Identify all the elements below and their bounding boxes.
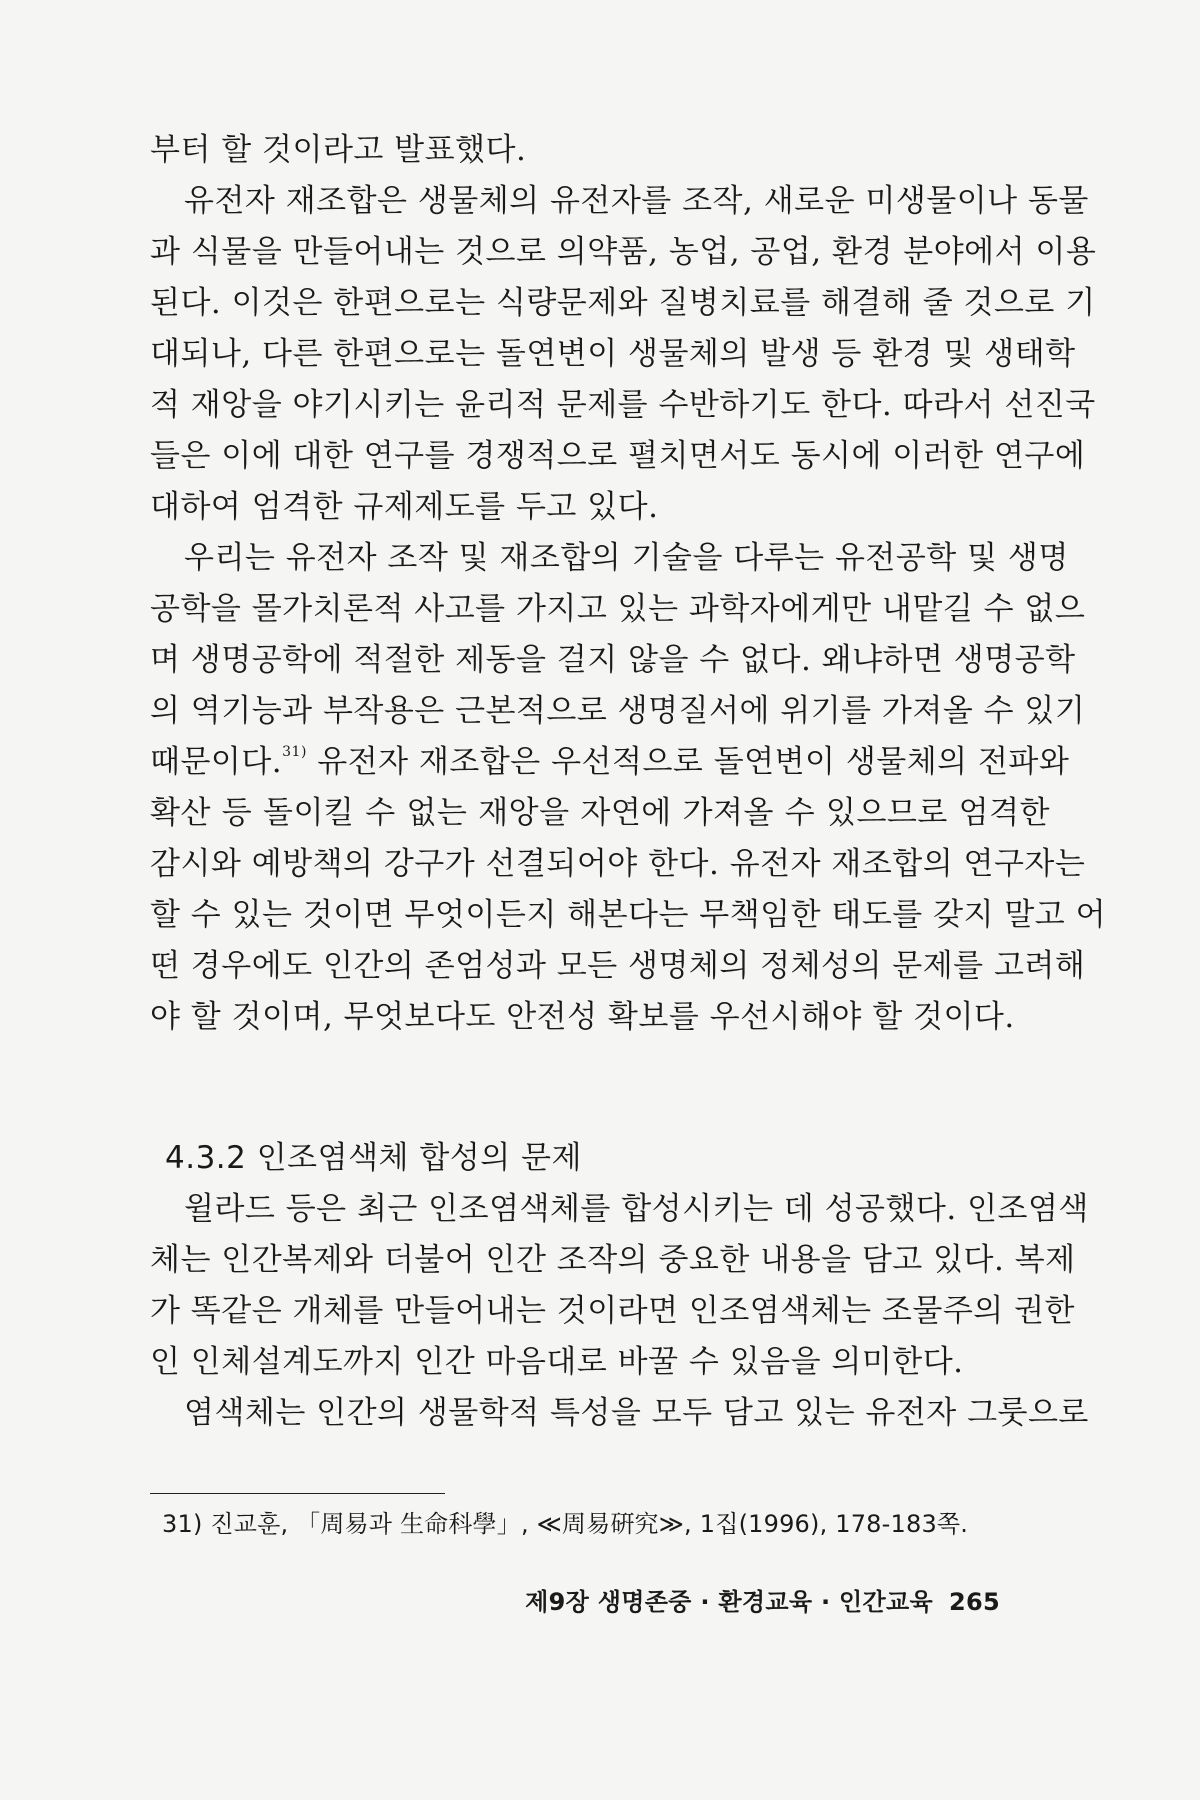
footnote-divider [150, 1493, 445, 1494]
footnote-reference: 31) [282, 744, 307, 760]
text-line: 우리는 유전자 조작 및 재조합의 기술을 다루는 유전공학 및 생명 [184, 540, 1069, 576]
text-line: 부터 할 것이라고 발표했다. [150, 132, 527, 168]
text-fragment: 때문이다. [150, 744, 283, 780]
text-line: 대되나, 다른 한편으로는 돌연변이 생물체의 발생 등 환경 및 생태학 [150, 336, 1076, 372]
text-line: 윌라드 등은 최근 인조염색체를 합성시키는 데 성공했다. 인조염색 [184, 1191, 1089, 1227]
page-number: 265 [949, 1588, 1000, 1616]
text-line: 적 재앙을 야기시키는 윤리적 문제를 수반하기도 한다. 따라서 선진국 [150, 387, 1096, 423]
text-line: 유전자 재조합은 생물체의 유전자를 조작, 새로운 미생물이나 동물 [184, 183, 1089, 219]
text-line: 된다. 이것은 한편으로는 식량문제와 질병치료를 해결해 줄 것으로 기 [150, 285, 1096, 321]
text-line-with-footnote [150, 737, 1070, 788]
text-line: 과 식물을 만들어내는 것으로 의약품, 농업, 공업, 환경 분야에서 이용 [150, 234, 1097, 270]
text-line: 의 역기능과 부작용은 근본적으로 생명질서에 위기를 가져올 수 있기 [150, 693, 1086, 729]
text-line: 인 인체설계도까지 인간 마음대로 바꿀 수 있음을 의미한다. [150, 1344, 964, 1380]
text-line: 감시와 예방책의 강구가 선결되어야 한다. 유전자 재조합의 연구자는 [150, 846, 1086, 882]
text-line: 할 수 있는 것이면 무엇이든지 해본다는 무책임한 태도를 갖지 말고 어 [150, 897, 1107, 933]
footnote: 31) 진교훈, 「周易과 生命科學」, ≪周易硏究≫, 1집(1996), 178-183쪽. [162, 1510, 969, 1538]
text-line: 떤 경우에도 인간의 존엄성과 모든 생명체의 정체성의 문제를 고려해 [150, 948, 1086, 984]
running-chapter-title: 제9장 생명존중 · 환경교육 · 인간교육 [525, 1588, 933, 1616]
text-line: 야 할 것이며, 무엇보다도 안전성 확보를 우선시해야 할 것이다. [150, 999, 1015, 1035]
text-line: 공학을 몰가치론적 사고를 가지고 있는 과학자에게만 내맡길 수 없으 [150, 591, 1086, 627]
section-heading: 4.3.2 인조염색체 합성의 문제 [165, 1140, 582, 1176]
text-line: 염색체는 인간의 생물학적 특성을 모두 담고 있는 유전자 그룻으로 [184, 1395, 1089, 1431]
body-text-bottom [150, 1184, 1089, 1439]
text-line: 체는 인간복제와 더불어 인간 조작의 중요한 내용을 담고 있다. 복제 [150, 1242, 1076, 1278]
text-fragment: 유전자 재조합은 우선적으로 돌연변이 생물체의 전파와 [306, 744, 1070, 780]
page-footer [525, 1586, 1000, 1618]
body-text-top [150, 125, 1107, 1043]
text-line: 확산 등 돌이킬 수 없는 재앙을 자연에 가져올 수 있으므로 엄격한 [150, 795, 1050, 831]
text-line: 가 똑같은 개체를 만들어내는 것이라면 인조염색체는 조물주의 권한 [150, 1293, 1075, 1329]
text-line: 대하여 엄격한 규제제도를 두고 있다. [150, 489, 659, 525]
text-line: 며 생명공학에 적절한 제동을 걸지 않을 수 없다. 왜냐하면 생명공학 [150, 642, 1076, 678]
text-line: 들은 이에 대한 연구를 경쟁적으로 펼치면서도 동시에 이러한 연구에 [150, 438, 1086, 474]
